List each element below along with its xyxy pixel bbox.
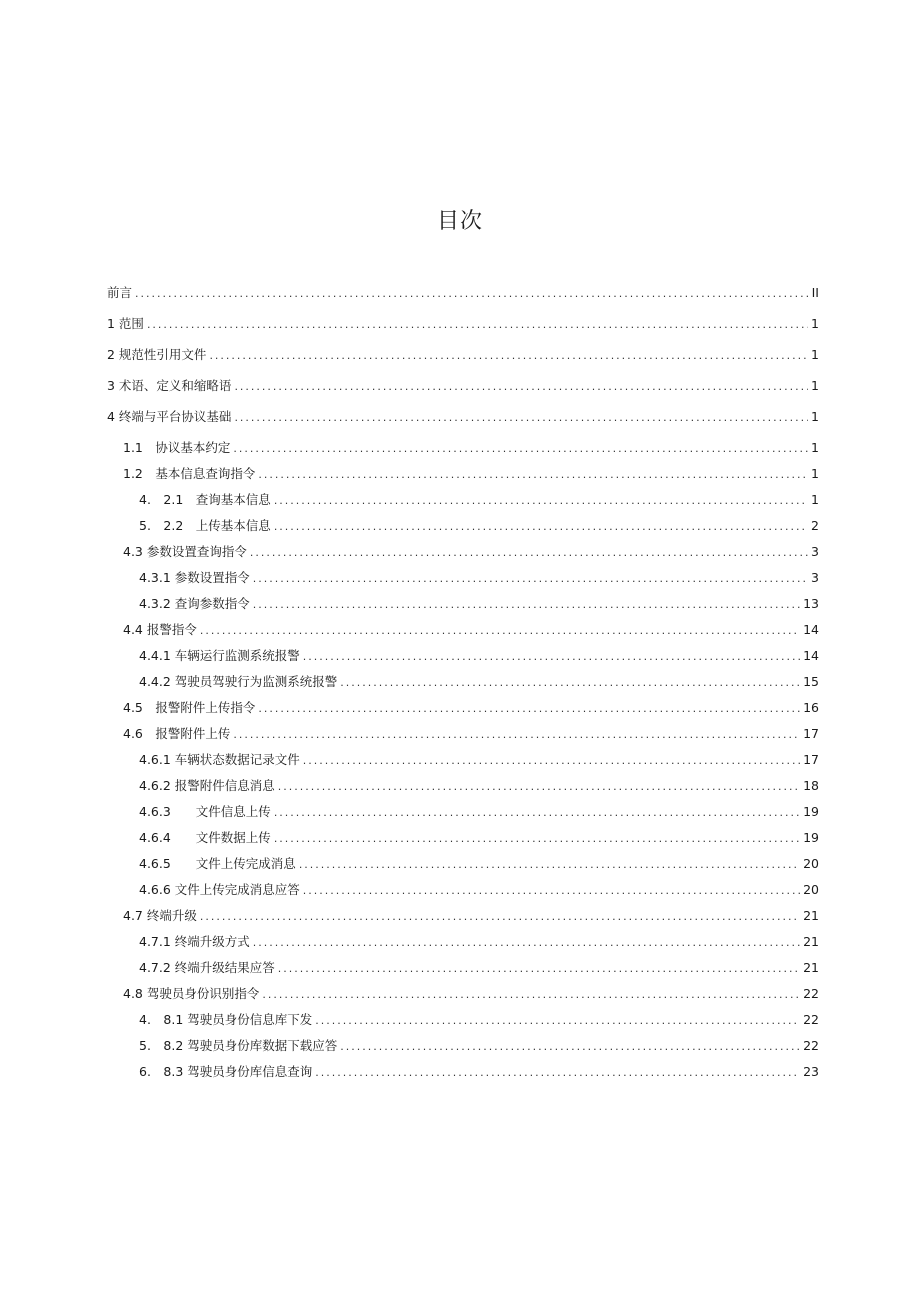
toc-dot-leader xyxy=(258,462,808,488)
toc-dot-leader xyxy=(274,826,800,852)
toc-entry[interactable] xyxy=(107,981,819,1007)
toc-entry[interactable] xyxy=(107,643,819,669)
toc-dot-leader xyxy=(250,540,808,566)
toc-entry-title: 1.1 协议基本约定 xyxy=(123,440,231,455)
toc-entry-title: 4.4.2 驾驶员驾驶行为监测系统报警 xyxy=(139,674,338,689)
toc-entry-title: 3 术语、定义和缩略语 xyxy=(107,378,232,393)
toc-entry[interactable] xyxy=(107,929,819,955)
toc-entry-title: 1 范围 xyxy=(107,316,144,331)
toc-dot-leader xyxy=(209,343,808,369)
toc-dot-leader xyxy=(315,1008,800,1034)
toc-page-number: 1 xyxy=(811,492,819,507)
toc-page-number: 1 xyxy=(811,378,819,393)
toc-dot-leader xyxy=(262,982,800,1008)
toc-page-number: 17 xyxy=(803,726,819,741)
toc-dot-leader xyxy=(233,722,800,748)
toc-page-number: 20 xyxy=(803,856,819,871)
toc-dot-leader xyxy=(233,436,808,462)
toc-entry-title: 4 终端与平台协议基础 xyxy=(107,409,232,424)
toc-entry-title: 6. 8.3 驾驶员身份库信息查询 xyxy=(139,1064,313,1079)
toc-entry[interactable] xyxy=(107,1059,819,1085)
toc-entry[interactable] xyxy=(107,513,819,539)
toc-entry-title: 4.5 报警附件上传指令 xyxy=(123,700,256,715)
toc-page-number: 3 xyxy=(811,544,819,559)
toc-entry-title: 4.6 报警附件上传 xyxy=(123,726,231,741)
toc-page-number: 14 xyxy=(803,622,819,637)
toc-dot-leader xyxy=(253,930,800,956)
toc-entry[interactable] xyxy=(107,280,819,311)
toc-entry[interactable] xyxy=(107,435,819,461)
toc-entry[interactable] xyxy=(107,404,819,435)
toc-page-number: 21 xyxy=(803,908,819,923)
toc-dot-leader xyxy=(315,1060,800,1086)
toc-dot-leader xyxy=(303,748,800,774)
toc-entry-title: 4.3.2 查询参数指令 xyxy=(139,596,250,611)
toc-entry-title: 4.8 驾驶员身份识别指令 xyxy=(123,986,260,1001)
toc-entry-title: 4. 2.1 查询基本信息 xyxy=(139,492,271,507)
toc-dot-leader xyxy=(234,374,808,400)
toc-entry-title: 1.2 基本信息查询指令 xyxy=(123,466,256,481)
toc-entry-title: 5. 2.2 上传基本信息 xyxy=(139,518,271,533)
toc-page-number: 15 xyxy=(803,674,819,689)
toc-entry-title: 4.4 报警指令 xyxy=(123,622,197,637)
toc-page-number: 1 xyxy=(811,440,819,455)
toc-dot-leader xyxy=(274,514,808,540)
toc-entry-title: 4.6.5 文件上传完成消息 xyxy=(139,856,296,871)
toc-dot-leader xyxy=(234,405,808,431)
toc-entry[interactable] xyxy=(107,799,819,825)
toc-entry-title: 2 规范性引用文件 xyxy=(107,347,207,362)
toc-dot-leader xyxy=(253,592,800,618)
toc-dot-leader xyxy=(278,774,800,800)
toc-entry-title: 4.3.1 参数设置指令 xyxy=(139,570,250,585)
toc-entry[interactable] xyxy=(107,591,819,617)
toc-page-number: 21 xyxy=(803,934,819,949)
toc-page-number: 2 xyxy=(811,518,819,533)
toc-page-number: 1 xyxy=(811,347,819,362)
toc-page-number: 22 xyxy=(803,1038,819,1053)
toc-entry-title: 4.6.3 文件信息上传 xyxy=(139,804,271,819)
toc-entry[interactable] xyxy=(107,617,819,643)
toc-entry[interactable] xyxy=(107,373,819,404)
toc-entry[interactable] xyxy=(107,825,819,851)
toc-page-number: 22 xyxy=(803,986,819,1001)
toc-entry[interactable] xyxy=(107,311,819,342)
toc-entry[interactable] xyxy=(107,539,819,565)
toc-entry[interactable] xyxy=(107,1007,819,1033)
toc-entry-title: 4.6.4 文件数据上传 xyxy=(139,830,271,845)
toc-entry[interactable] xyxy=(107,773,819,799)
toc-dot-leader xyxy=(299,852,800,878)
toc-dot-leader xyxy=(340,670,800,696)
toc-page-number: 13 xyxy=(803,596,819,611)
toc-page-number: 22 xyxy=(803,1012,819,1027)
toc-dot-leader xyxy=(340,1034,800,1060)
toc-entry[interactable] xyxy=(107,487,819,513)
toc-entry-title: 4.3 参数设置查询指令 xyxy=(123,544,247,559)
toc-page-number: 21 xyxy=(803,960,819,975)
toc-page-number: 1 xyxy=(811,466,819,481)
toc-page-number: II xyxy=(811,285,819,300)
toc-entry-title: 5. 8.2 驾驶员身份库数据下载应答 xyxy=(139,1038,338,1053)
toc-page-number: 23 xyxy=(803,1064,819,1079)
toc-dot-leader xyxy=(253,566,808,592)
toc-entry-title: 4.7 终端升级 xyxy=(123,908,197,923)
toc-entry-title: 前言 xyxy=(107,285,133,300)
toc-entry[interactable] xyxy=(107,721,819,747)
toc-page-number: 1 xyxy=(811,409,819,424)
toc-entry-title: 4.7.1 终端升级方式 xyxy=(139,934,250,949)
toc-page-number: 19 xyxy=(803,830,819,845)
toc-entry[interactable] xyxy=(107,342,819,373)
toc-entry[interactable] xyxy=(107,461,819,487)
toc-page-number: 16 xyxy=(803,700,819,715)
toc-entry-title: 4.7.2 终端升级结果应答 xyxy=(139,960,275,975)
toc-page-number: 1 xyxy=(811,316,819,331)
toc-entry-title: 4.6.1 车辆状态数据记录文件 xyxy=(139,752,300,767)
toc-entry[interactable] xyxy=(107,695,819,721)
toc-page-number: 20 xyxy=(803,882,819,897)
toc-entry[interactable] xyxy=(107,669,819,695)
toc-entry[interactable] xyxy=(107,1033,819,1059)
toc-entry[interactable] xyxy=(107,565,819,591)
toc-dot-leader xyxy=(274,800,800,826)
toc-page-number: 18 xyxy=(803,778,819,793)
toc-entry[interactable] xyxy=(107,851,819,877)
toc-page-number: 3 xyxy=(811,570,819,585)
toc-dot-leader xyxy=(303,878,800,904)
toc-page-number: 17 xyxy=(803,752,819,767)
toc-dot-leader xyxy=(258,696,800,722)
toc-dot-leader xyxy=(200,618,800,644)
toc-dot-leader xyxy=(303,644,800,670)
toc-entry[interactable] xyxy=(107,747,819,773)
toc-dot-leader xyxy=(278,956,800,982)
table-of-contents xyxy=(107,280,819,1085)
toc-dot-leader xyxy=(135,281,809,307)
toc-entry[interactable] xyxy=(107,955,819,981)
toc-dot-leader xyxy=(147,312,808,338)
toc-entry-title: 4.4.1 车辆运行监测系统报警 xyxy=(139,648,300,663)
toc-dot-leader xyxy=(200,904,800,930)
toc-dot-leader xyxy=(274,488,808,514)
toc-entry-title: 4.6.2 报警附件信息消息 xyxy=(139,778,275,793)
toc-entry[interactable] xyxy=(107,877,819,903)
toc-entry[interactable] xyxy=(107,903,819,929)
page-title: 目次 xyxy=(436,209,483,234)
toc-entry-title: 4. 8.1 驾驶员身份信息库下发 xyxy=(139,1012,313,1027)
toc-page-number: 19 xyxy=(803,804,819,819)
toc-page-number: 14 xyxy=(803,648,819,663)
toc-entry-title: 4.6.6 文件上传完成消息应答 xyxy=(139,882,300,897)
